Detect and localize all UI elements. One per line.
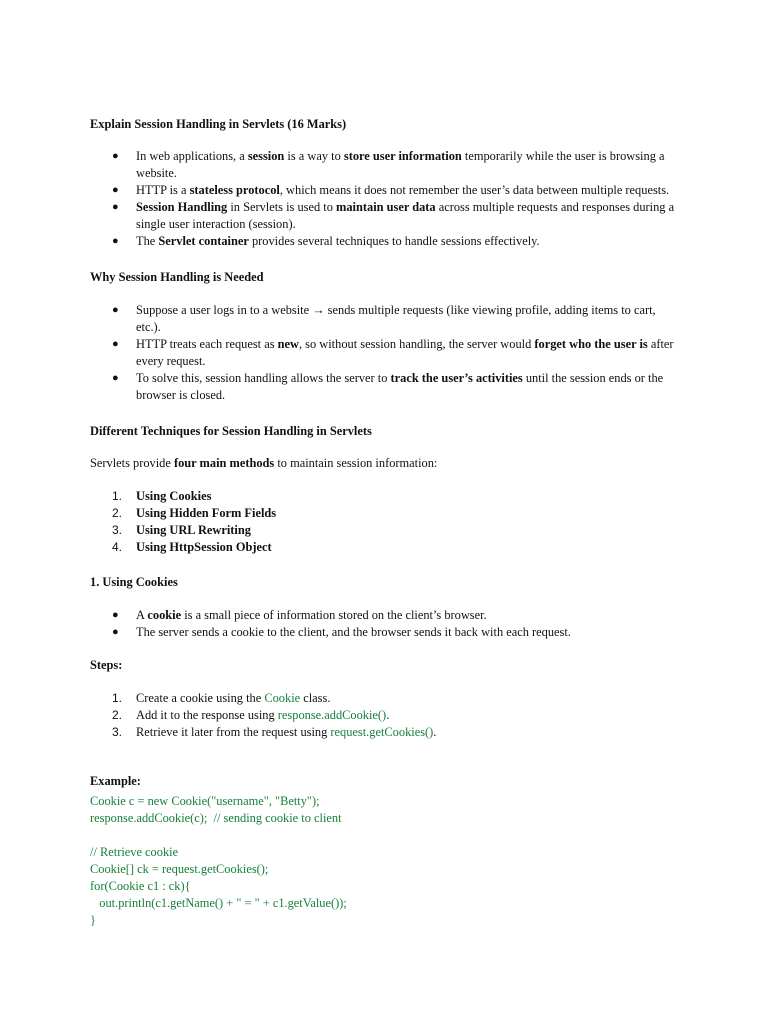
bullet-item bbox=[112, 624, 680, 641]
text-run: class. bbox=[300, 691, 331, 705]
list-number: 3. bbox=[112, 725, 123, 739]
text-run: to maintain session information: bbox=[274, 456, 438, 470]
text-run: Servlets provide bbox=[90, 456, 174, 470]
numbered-item bbox=[112, 690, 680, 707]
code-line: Cookie[] ck = request.getCookies(); bbox=[90, 862, 269, 876]
bold-text: maintain user data bbox=[336, 200, 436, 214]
bullet-item bbox=[112, 370, 680, 404]
list-number: 1. bbox=[112, 489, 123, 503]
code-example bbox=[90, 793, 347, 929]
text-run: temporarily while the user is browsing a website. bbox=[136, 149, 665, 180]
bold-text: Using URL Rewriting bbox=[136, 523, 251, 537]
text-run: is a way to bbox=[284, 149, 344, 163]
example-heading: Example: bbox=[90, 774, 141, 788]
bold-text: new bbox=[277, 337, 299, 351]
bullet-item bbox=[112, 148, 680, 182]
bold-text: Using HttpSession Object bbox=[136, 540, 272, 554]
numbered-item bbox=[112, 488, 680, 505]
code-line bbox=[90, 827, 347, 844]
bullet-item bbox=[112, 182, 680, 199]
why-bullet-list bbox=[112, 302, 680, 404]
list-number: 3. bbox=[112, 523, 123, 537]
text-run: Add it to the response using bbox=[136, 708, 278, 722]
bullet-item bbox=[112, 336, 680, 370]
code-line: for(Cookie c1 : ck){ bbox=[90, 879, 191, 893]
list-number: 1. bbox=[112, 691, 123, 705]
bullet-icon: ● bbox=[112, 338, 119, 350]
numbered-item bbox=[112, 724, 680, 741]
text-run: , so without session handling, the server would bbox=[298, 337, 535, 351]
code-line: Cookie c = new Cookie("username", "Betty"); bbox=[90, 794, 320, 808]
text-run: Retrieve it later from the request using bbox=[136, 725, 331, 739]
bold-text: four main methods bbox=[173, 456, 275, 470]
text-run: To solve this, session handling allows the server to bbox=[136, 371, 391, 385]
bold-text: cookie bbox=[147, 608, 182, 622]
bullet-icon: ● bbox=[112, 184, 119, 196]
steps-heading: Steps: bbox=[90, 658, 123, 672]
text-run: is a small piece of information stored on the client’s browser. bbox=[181, 608, 487, 622]
list-number: 4. bbox=[112, 540, 123, 554]
bold-text: Using Hidden Form Fields bbox=[136, 506, 277, 520]
intro-bullet-list bbox=[112, 148, 680, 250]
bold-text: track the user’s activities bbox=[390, 371, 523, 385]
code-line: response.addCookie(c); // sending cookie to client bbox=[90, 811, 342, 825]
bullet-item bbox=[112, 607, 680, 624]
bold-text: stateless protocol bbox=[189, 183, 280, 197]
text-run: Suppose a user logs in to a website → sends multiple requests (like viewing profile, adding items to cart, etc.). bbox=[136, 303, 656, 334]
text-run: HTTP treats each request as bbox=[136, 337, 278, 351]
techniques-heading: Different Techniques for Session Handling in Servlets bbox=[90, 424, 372, 438]
text-run: in Servlets is used to bbox=[227, 200, 337, 214]
bullet-icon: ● bbox=[112, 372, 119, 384]
bullet-icon: ● bbox=[112, 201, 119, 213]
cookies-heading: 1. Using Cookies bbox=[90, 575, 178, 589]
numbered-item bbox=[112, 522, 680, 539]
text-run: In web applications, a bbox=[136, 149, 248, 163]
bold-text: Using Cookies bbox=[136, 489, 212, 503]
list-number: 2. bbox=[112, 708, 123, 722]
bullet-icon: ● bbox=[112, 150, 119, 162]
bullet-icon: ● bbox=[112, 235, 119, 247]
text-run: The server sends a cookie to the client, and the browser sends it back with each request. bbox=[136, 625, 571, 639]
text-run: The bbox=[136, 234, 159, 248]
text-run: HTTP is a bbox=[136, 183, 190, 197]
bullet-item bbox=[112, 302, 680, 336]
text-run: , which means it does not remember the user’s data between multiple requests. bbox=[279, 183, 670, 197]
numbered-item bbox=[112, 505, 680, 522]
techniques-list bbox=[112, 488, 680, 556]
bold-text: Servlet container bbox=[158, 234, 249, 248]
code-text: response.addCookie() bbox=[277, 708, 387, 722]
text-run: after every request. bbox=[136, 337, 674, 368]
text-run: provides several techniques to handle sessions effectively. bbox=[248, 234, 540, 248]
bullet-item bbox=[112, 199, 680, 233]
code-line: // Retrieve cookie bbox=[90, 845, 179, 859]
numbered-item bbox=[112, 539, 680, 556]
techniques-intro bbox=[90, 455, 437, 472]
text-run: . bbox=[433, 725, 437, 739]
bold-text: Session Handling bbox=[136, 200, 228, 214]
text-run: . bbox=[386, 708, 390, 722]
document-title: Explain Session Handling in Servlets (16 Marks) bbox=[90, 117, 347, 131]
bold-text: forget who the user is bbox=[534, 337, 648, 351]
bold-text: store user information bbox=[343, 149, 462, 163]
text-run: across multiple requests and responses during a single user interaction (session). bbox=[136, 200, 675, 231]
why-heading: Why Session Handling is Needed bbox=[90, 270, 264, 284]
text-run: Create a cookie using the bbox=[136, 691, 265, 705]
list-number: 2. bbox=[112, 506, 123, 520]
code-text: Cookie bbox=[264, 691, 301, 705]
bullet-icon: ● bbox=[112, 304, 119, 316]
code-text: request.getCookies() bbox=[330, 725, 434, 739]
bullet-icon: ● bbox=[112, 626, 119, 638]
bold-text: session bbox=[247, 149, 285, 163]
code-line: } bbox=[90, 913, 96, 927]
steps-list bbox=[112, 690, 680, 741]
code-line: out.println(c1.getName() + " = " + c1.getValue()); bbox=[90, 896, 347, 910]
numbered-item bbox=[112, 707, 680, 724]
text-run: A bbox=[136, 608, 148, 622]
cookies-bullet-list bbox=[112, 607, 680, 641]
text-run: until the session ends or the browser is closed. bbox=[136, 371, 664, 402]
bullet-item bbox=[112, 233, 680, 250]
bullet-icon: ● bbox=[112, 609, 119, 621]
